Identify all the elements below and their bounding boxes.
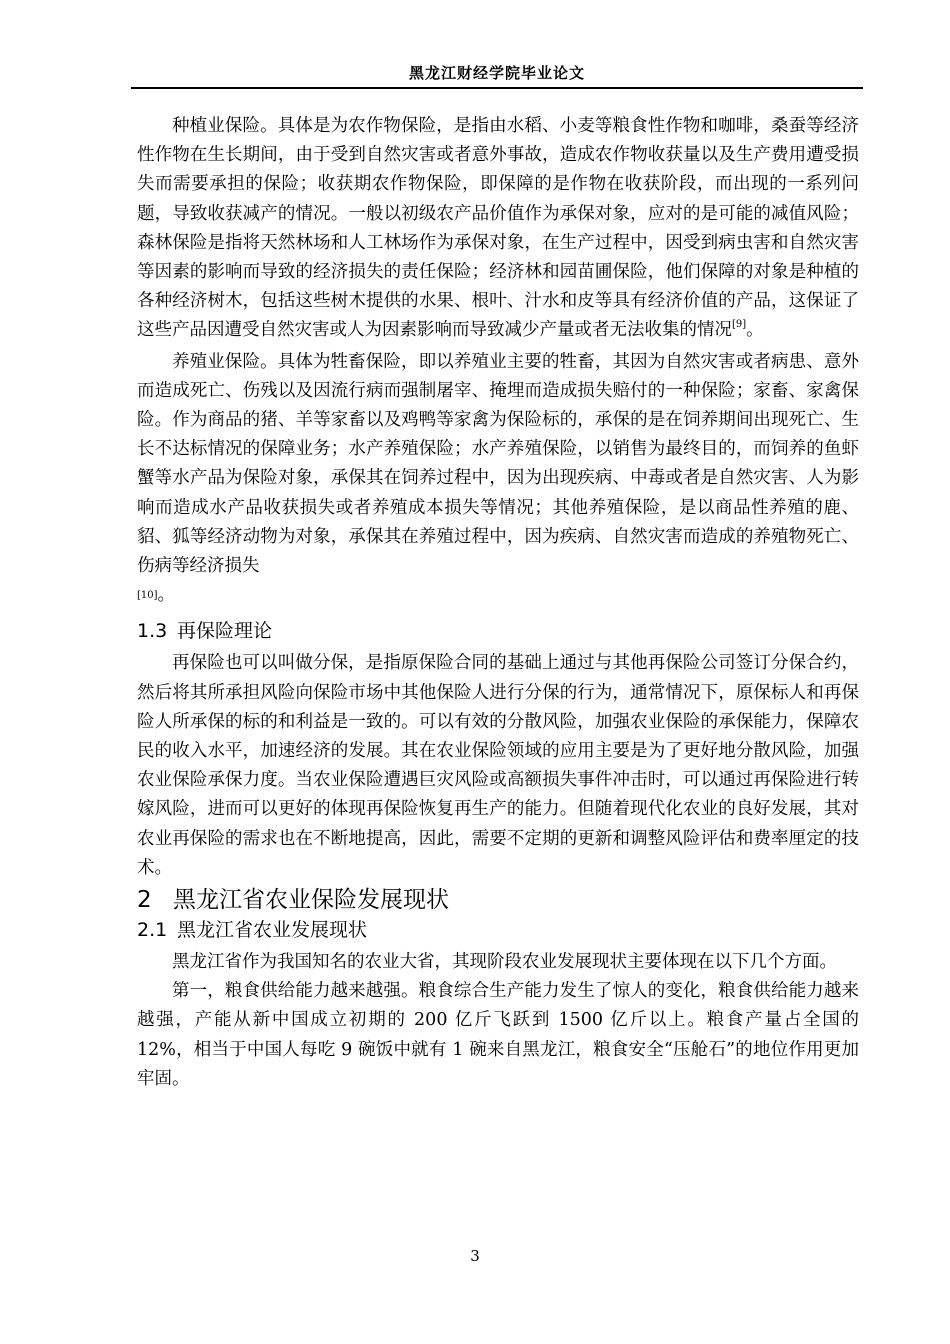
heading-title: 再保险理论 [177,620,273,643]
heading-2-1 [137,915,859,945]
heading-title: 黑龙江省农业保险发展现状 [173,887,449,914]
paragraph-breeding-insurance [137,348,859,613]
paragraph-reinsurance: 再保险也可以叫做分保，是指原保险合同的基础上通过与其他再保险公司签订分保合约，然后将其所承担风险向保险市场中其他保险人进行分保的行为，通常情况下，原保标人和再保险人所承保的标的和利益是一致的。可以有效的分散风险，加强农业保险的承保能力，保障农民的收入水平，加速经济的发展。其在农业保险领域的应用主要是为了更好地分散风险，加强农业保险承保力度。当农业保险遭遇巨灾风险或高额损失事件冲击时，可以通过再保险进行转嫁风险，进而可以更好的体现再保险恢复再生产的能力。但随着现代化农业的良好发展，其对农业再保险的需求也在不断地提高，因此，需要不定期的更新和调整风险评估和费率厘定的技术。 [137,653,859,878]
heading-title: 黑龙江省农业发展现状 [177,919,368,942]
heading-2 [137,885,859,915]
page-header-title: 黑龙江财经学院毕业论文 [408,64,585,82]
paragraph-end: 。 [157,585,176,606]
heading-1-3 [137,616,859,646]
heading-number: 2.1 [137,919,168,942]
citation-9: [9] [732,319,747,331]
paragraph-planting-insurance [137,112,859,348]
paragraph-grain-supply: 第一，粮食供给能力越来越强。粮食综合生产能力发生了惊人的变化，粮食供给能力越来越强，产能从新中国成立初期的 200 亿斤飞跃到 1500 亿斤以上。粮食产量占全国的 12%，相当于中国人每吃 9 碗饭中就有 1 碗来自黑龙江，粮食安全“压舱石”的地位作用更加牢固。 [137,981,859,1089]
citation-10: [10] [137,590,158,602]
heading-number: 1.3 [137,620,168,643]
page-body [137,112,859,1094]
heading-number: 2 [137,887,152,914]
page-number: 3 [470,1247,480,1265]
paragraph-text: 种植业保险。具体是为农作物保险，是指由水稻、小麦等粮食性作物和咖啡，桑蚕等经济性作物在生长期间，由于受到自然灾害或者意外事故，造成农作物收获量以及生产费用遭受损失而需要承担的保险；收获期农作物保险，即保障的是作物在收获阶段，而出现的一系列问题，导致收获减产的情况。一般以初级农产品价值作为承保对象，应对的是可能的减值风险；森林保险是指将天然林场和人工林场作为承保对象，在生产过程中，因受到病虫害和自然灾害等因素的影响而导致的经济损失的责任保险；经济林和园苗圃保险，他们保障的对象是种植的各种经济树木，包括这些树木提供的水果、根叶、汁水和皮等具有经济价值的产品，这保证了这些产品因遭受自然灾害或人为因素影响而导致减少产量或者无法收集的情况 [137,116,859,341]
header-rule [131,87,863,89]
paragraph-end: 。 [746,320,764,341]
paragraph-heilongjiang-intro: 黑龙江省作为我国知名的农业大省，其现阶段农业发展现状主要体现在以下几个方面。 [172,952,837,973]
paragraph-text: 养殖业保险。具体为牲畜保险，即以养殖业主要的牲畜，其因为自然灾害或者病患、意外而造成死亡、伤残以及因流行病而强制屠宰、掩埋而造成损失赔付的一种保险；家畜、家禽保险。作为商品的猪、羊等家畜以及鸡鸭等家禽为保险标的，承保的是在饲养期间出现死亡、生长不达标情况的保障业务；水产养殖保险；水产养殖保险，以销售为最终目的，而饲养的鱼虾蟹等水产品为保险对象，承保其在饲养过程中，因为出现疾病、中毒或者是自然灾害、人为影响而造成水产品收获损失或者养殖成本损失等情况；其他养殖保险，是以商品性养殖的鹿、貂、狐等经济动物为对象，承保其在养殖过程中，因为疾病、自然灾害而造成的养殖物死亡、伤病等经济损失 [137,351,859,577]
